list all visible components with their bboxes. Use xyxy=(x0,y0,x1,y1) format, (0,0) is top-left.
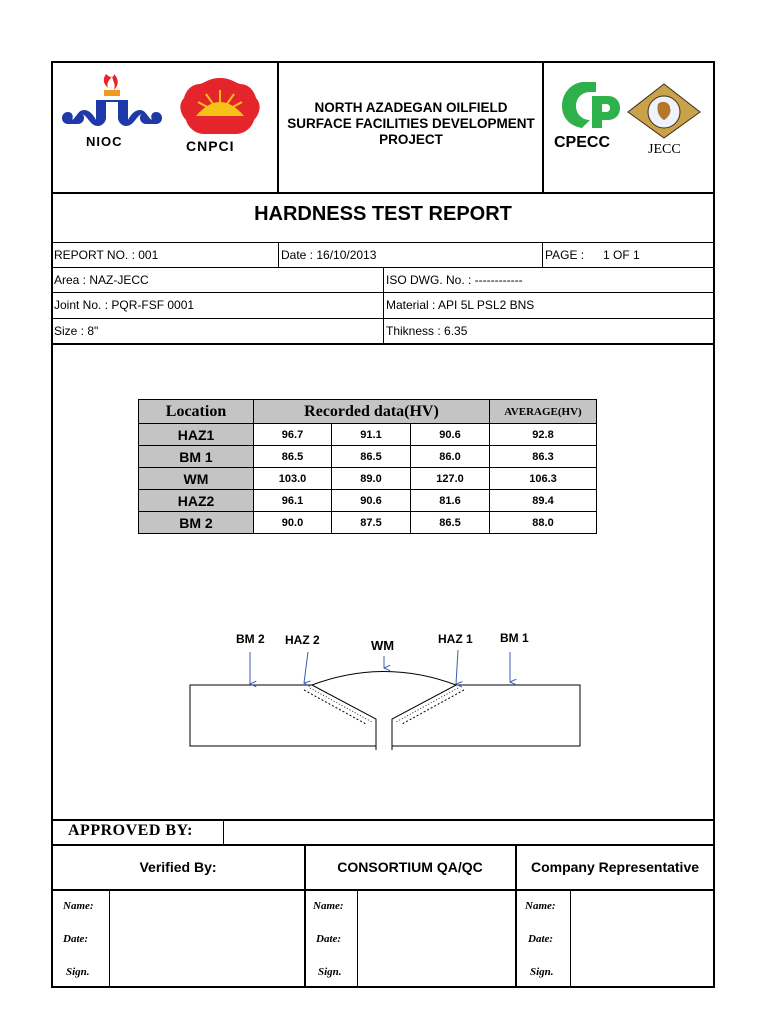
jecc-logo xyxy=(624,82,704,162)
haz2-label: HAZ 2 xyxy=(285,633,320,647)
header-bottom-line xyxy=(52,192,714,194)
thickness-field: Thikness : 6.35 xyxy=(386,324,468,338)
verified-name-label: Name: xyxy=(63,900,94,912)
page-value: 1 OF 1 xyxy=(603,248,640,262)
average-header: AVERAGE(HV) xyxy=(490,400,597,424)
signature-field-divider-3 xyxy=(570,890,571,987)
signature-field-divider-1 xyxy=(109,890,110,987)
reading-cell: 90.0 xyxy=(254,512,332,534)
header-divider-right xyxy=(542,62,544,193)
reading-cell: 90.6 xyxy=(411,424,490,446)
approval-top-line xyxy=(52,819,714,821)
company-date-label: Date: xyxy=(528,933,554,945)
location-cell: HAZ1 xyxy=(139,424,254,446)
report-number: REPORT NO. : 001 xyxy=(54,248,159,262)
table-row xyxy=(139,446,597,468)
table-header-row xyxy=(139,400,597,424)
table-row xyxy=(139,468,597,490)
info-line-4 xyxy=(52,343,714,345)
report-date: Date : 16/10/2013 xyxy=(281,248,377,262)
cnpci-label: CNPCI xyxy=(186,138,235,154)
average-cell: 92.8 xyxy=(490,424,597,446)
reading-cell: 103.0 xyxy=(254,468,332,490)
verified-sign-label: Sign. xyxy=(66,966,90,978)
average-cell: 89.4 xyxy=(490,490,597,512)
reading-cell: 91.1 xyxy=(332,424,411,446)
hardness-table xyxy=(138,399,597,534)
reading-cell: 89.0 xyxy=(332,468,411,490)
company-name-label: Name: xyxy=(525,900,556,912)
material-field: Material : API 5L PSL2 BNS xyxy=(386,298,535,312)
nioc-logo xyxy=(58,72,166,152)
approval-label-divider xyxy=(223,820,224,844)
reading-cell: 86.5 xyxy=(254,446,332,468)
reading-cell: 86.5 xyxy=(332,446,411,468)
location-header: Location xyxy=(139,400,254,424)
info-vline-2 xyxy=(542,242,543,267)
consortium-sign-label: Sign. xyxy=(318,966,342,978)
haz1-label: HAZ 1 xyxy=(438,632,473,646)
project-line-2: SURFACE FACILITIES DEVELOPMENT xyxy=(287,116,535,131)
project-line-3: PROJECT xyxy=(379,132,443,147)
consortium-date-label: Date: xyxy=(316,933,342,945)
cnpci-logo xyxy=(174,76,266,158)
signature-header-line xyxy=(52,889,714,891)
project-title xyxy=(280,100,542,148)
company-sign-label: Sign. xyxy=(530,966,554,978)
reading-cell: 96.1 xyxy=(254,490,332,512)
project-line-1: NORTH AZADEGAN OILFIELD xyxy=(314,100,508,115)
info-vline-3 xyxy=(383,267,384,343)
reading-cell: 86.0 xyxy=(411,446,490,468)
company-representative-header: Company Representative xyxy=(530,859,700,875)
average-cell: 88.0 xyxy=(490,512,597,534)
signature-field-divider-2 xyxy=(357,890,358,987)
info-vline-1 xyxy=(278,242,279,267)
verified-by-header: Verified By: xyxy=(139,859,217,875)
location-cell: BM 2 xyxy=(139,512,254,534)
consortium-name-label: Name: xyxy=(313,900,344,912)
location-cell: HAZ2 xyxy=(139,490,254,512)
location-cell: WM xyxy=(139,468,254,490)
jecc-label: JECC xyxy=(648,142,681,157)
table-row xyxy=(139,424,597,446)
area-field: Area : NAZ-JECC xyxy=(54,273,149,287)
reading-cell: 90.6 xyxy=(332,490,411,512)
title-bottom-line xyxy=(52,242,714,243)
bm2-label: BM 2 xyxy=(236,632,265,646)
joint-number-field: Joint No. : PQR-FSF 0001 xyxy=(54,298,195,312)
average-cell: 86.3 xyxy=(490,446,597,468)
size-field: Size : 8" xyxy=(54,324,99,338)
approved-by-label: APPROVED BY: xyxy=(68,822,193,839)
average-cell: 106.3 xyxy=(490,468,597,490)
reading-cell: 127.0 xyxy=(411,468,490,490)
page-label: PAGE : xyxy=(545,248,585,262)
reading-cell: 81.6 xyxy=(411,490,490,512)
cpecc-logo xyxy=(552,78,626,156)
table-row xyxy=(139,490,597,512)
header-divider-left xyxy=(277,62,279,193)
verified-date-label: Date: xyxy=(63,933,89,945)
reading-cell: 86.5 xyxy=(411,512,490,534)
location-cell: BM 1 xyxy=(139,446,254,468)
table-row xyxy=(139,512,597,534)
reading-cell: 96.7 xyxy=(254,424,332,446)
reading-cell: 87.5 xyxy=(332,512,411,534)
recorded-data-header: Recorded data(HV) xyxy=(254,400,490,424)
report-title: HARDNESS TEST REPORT xyxy=(254,203,512,225)
wm-label: WM xyxy=(371,638,395,653)
approval-header-line xyxy=(52,844,714,846)
iso-dwg-field: ISO DWG. No. : ------------ xyxy=(386,273,523,287)
bm1-label: BM 1 xyxy=(500,631,529,645)
nioc-label: NIOC xyxy=(86,134,123,149)
cpecc-label: CPECC xyxy=(554,134,611,151)
consortium-qaqc-header: CONSORTIUM QA/QC xyxy=(337,859,483,875)
